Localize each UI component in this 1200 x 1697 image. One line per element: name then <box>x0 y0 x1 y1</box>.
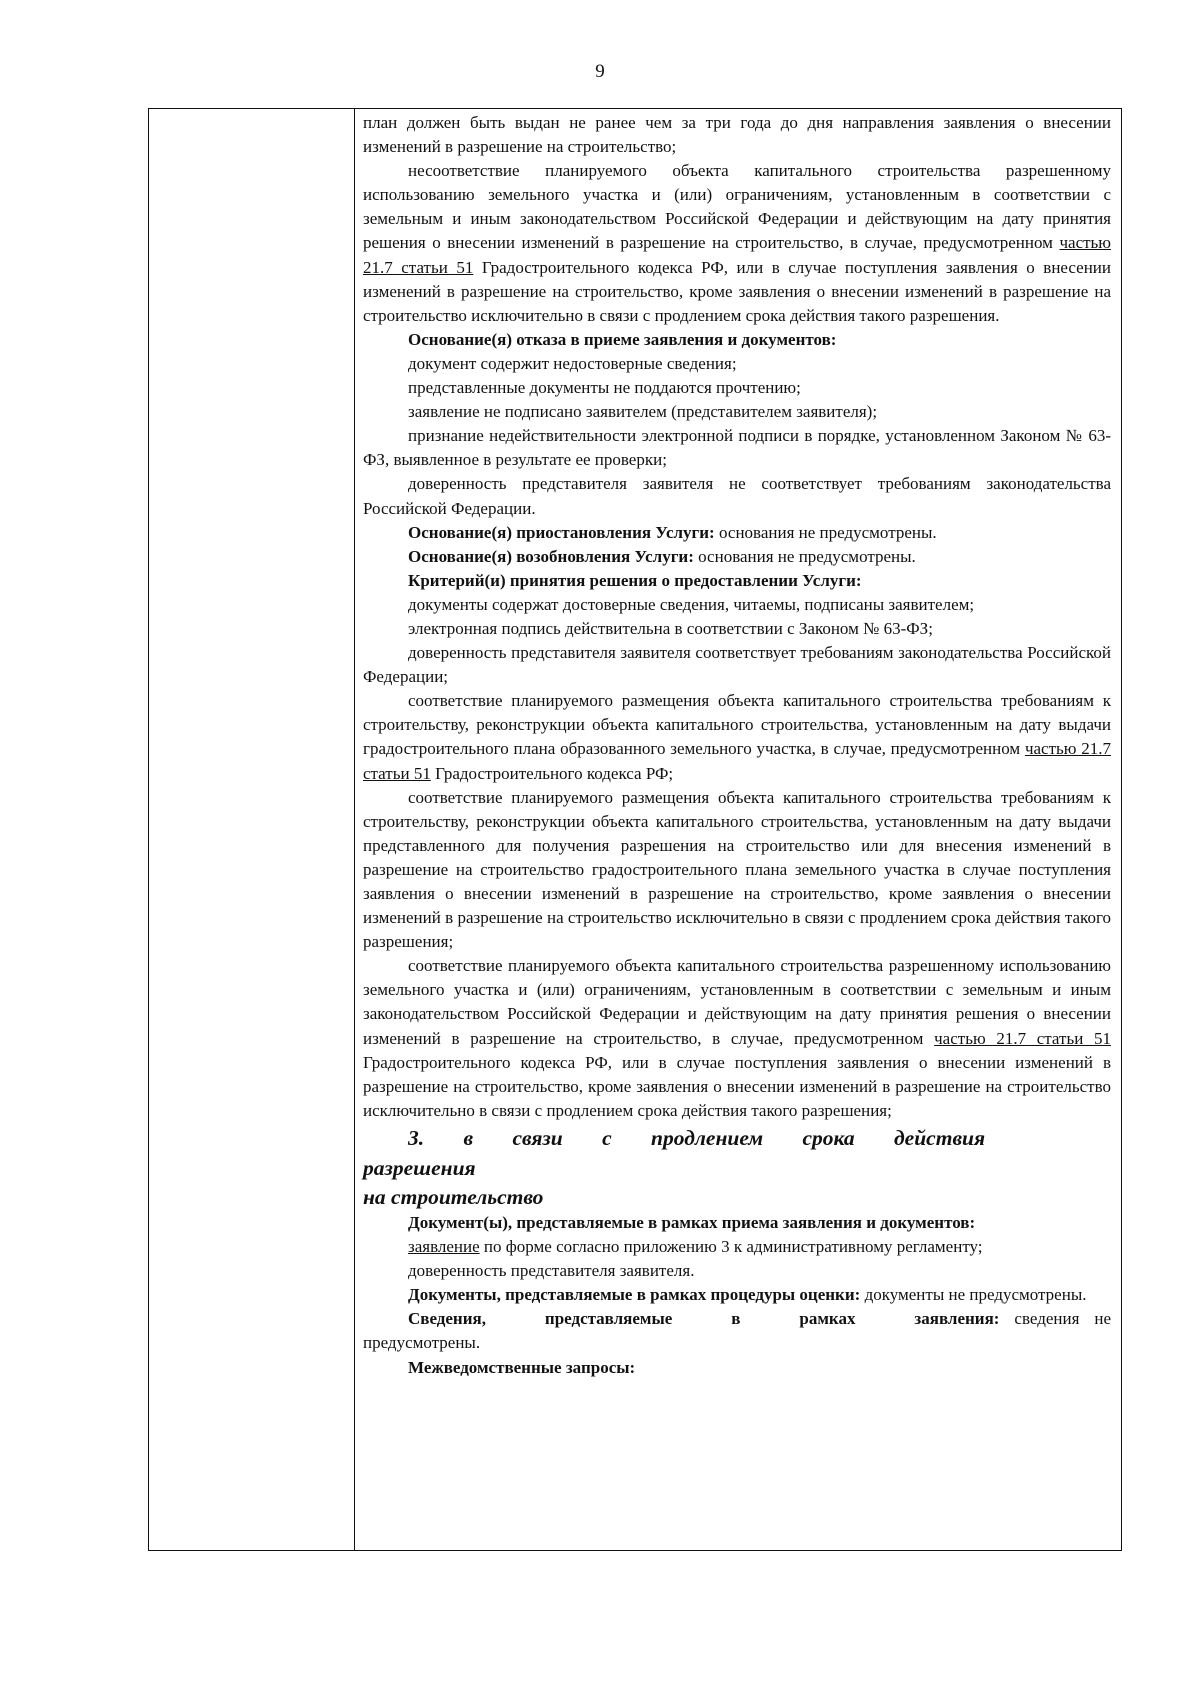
list-item: заявление не подписано заявителем (представителем заявителя); <box>408 402 878 422</box>
text: по форме согласно приложению 3 к административному регламенту; <box>479 1237 983 1257</box>
text: основания не предусмотрены. <box>714 522 937 542</box>
text: Градостроительного кодекса РФ, или в случае поступления заявления о внесении изменений в разрешение на строительство, кроме заявления о внесении изменений в разрешение на строительство исключительно в связи с продлением срока действия такого разрешения. <box>363 257 1111 325</box>
info-title: Сведения, представляемые в рамках заявления: <box>408 1309 1000 1329</box>
law-reference-link[interactable]: частью 21.7 статьи 51 <box>363 739 1111 783</box>
section-title-documents: Документ(ы), представляемые в рамках приема заявления и документов: <box>408 1212 976 1232</box>
text: документы не предусмотрены. <box>860 1285 1087 1305</box>
section-title-criteria: Критерий(и) принятия решения о предоставлении Услуги: <box>408 570 862 590</box>
list-item: документ содержит недостоверные сведения; <box>408 353 737 373</box>
section-heading-3-continued: на строительство <box>363 1184 544 1209</box>
resume-title: Основание(я) возобновления Услуги: <box>408 546 694 566</box>
list-item: соответствие планируемого размещения объекта капитального строительства требованиям к строительству, реконструкции объекта капитального строительства, установленным на дату выдачи представленного для получения разрешения на строительство или для внесения изменений в разрешение на строительство градостроительного плана земельного участка в случае поступления заявления о внесении изменений в разрешение на строительство, кроме заявления о внесении изменений в разрешение на строительство исключительно в связи с продлением срока действия такого разрешения; <box>363 787 1111 952</box>
resume-paragraph <box>363 545 1111 569</box>
text: соответствие планируемого объекта капитального строительства разрешенному использованию земельного участка и (или) ограничениям, установленным в соответствии с земельным и иным законодательством Российской Федерации и действующим на дату принятия решения о внесении изменений в разрешение на строительство, в случае, предусмотренном <box>363 956 1111 1048</box>
list-item <box>363 689 1111 785</box>
text: основания не предусмотрены. <box>693 546 916 566</box>
list-item <box>363 1235 1111 1259</box>
list-item: доверенность представителя заявителя не соответствует требованиям законодательства Российской Федерации. <box>363 474 1111 518</box>
text: соответствие планируемого размещения объекта капитального строительства требованиям к строительству, реконструкции объекта капитального строительства, установленным на дату выдачи градостроительного плана образованного земельного участка, в случае, предусмотренном <box>363 691 1111 759</box>
suspend-title: Основание(я) приостановления Услуги: <box>408 522 715 542</box>
law-reference-link[interactable]: частью 21.7 статьи 51 <box>363 233 1111 277</box>
table-left-column <box>149 109 355 1550</box>
list-item: документы содержат достоверные сведения, читаемы, подписаны заявителем; <box>408 594 975 614</box>
section-heading-3: 3. в связи с продлением срока действия разрешения <box>363 1125 986 1180</box>
list-item <box>363 954 1111 1123</box>
info-paragraph <box>363 1307 1111 1355</box>
list-item: представленные документы не поддаются прочтению; <box>408 378 801 398</box>
section-title-refusal: Основание(я) отказа в приеме заявления и документов: <box>408 329 837 349</box>
table-content-cell <box>363 111 1111 1380</box>
paragraph <box>363 159 1111 328</box>
list-item: доверенность представителя заявителя. <box>408 1261 695 1281</box>
regulation-table <box>148 108 1122 1551</box>
section-title-interdepartmental: Межведомственные запросы: <box>408 1357 636 1377</box>
evaluation-paragraph <box>363 1283 1111 1307</box>
text: несоответствие планируемого объекта капитального строительства разрешенному использованию земельного участка и (или) ограничениям, установленным в соответствии с земельным и иным законодательством Российской Федерации и действующим на дату принятия решения о внесении изменений в разрешение на строительство, в случае, предусмотренном <box>363 161 1111 253</box>
text: сведения не предусмотрены. <box>363 1309 1112 1353</box>
text: Градостроительного кодекса РФ; <box>430 763 674 783</box>
list-item: доверенность представителя заявителя соответствует требованиям законодательства Российской Федерации; <box>363 643 1111 687</box>
evaluation-title: Документы, представляемые в рамках процедуры оценки: <box>408 1285 861 1305</box>
suspend-paragraph <box>363 521 1111 545</box>
application-form-link[interactable]: заявление <box>408 1237 480 1257</box>
text: Градостроительного кодекса РФ, или в случае поступления заявления о внесении изменений в разрешение на строительство, кроме заявления о внесении изменений в разрешение на строительство исключительно в связи с продлением срока действия такого разрешения; <box>363 1052 1111 1120</box>
list-item: признание недействительности электронной подписи в порядке, установленном Законом № 63-ФЗ, выявленное в результате ее проверки; <box>363 426 1111 470</box>
page-number: 9 <box>595 61 605 82</box>
law-reference-link[interactable]: частью 21.7 статьи 51 <box>934 1028 1111 1048</box>
paragraph: план должен быть выдан не ранее чем за три года до дня направления заявления о внесении изменений в разрешение на строительство; <box>363 113 1111 157</box>
list-item: электронная подпись действительна в соответствии с Законом № 63-ФЗ; <box>408 618 933 638</box>
